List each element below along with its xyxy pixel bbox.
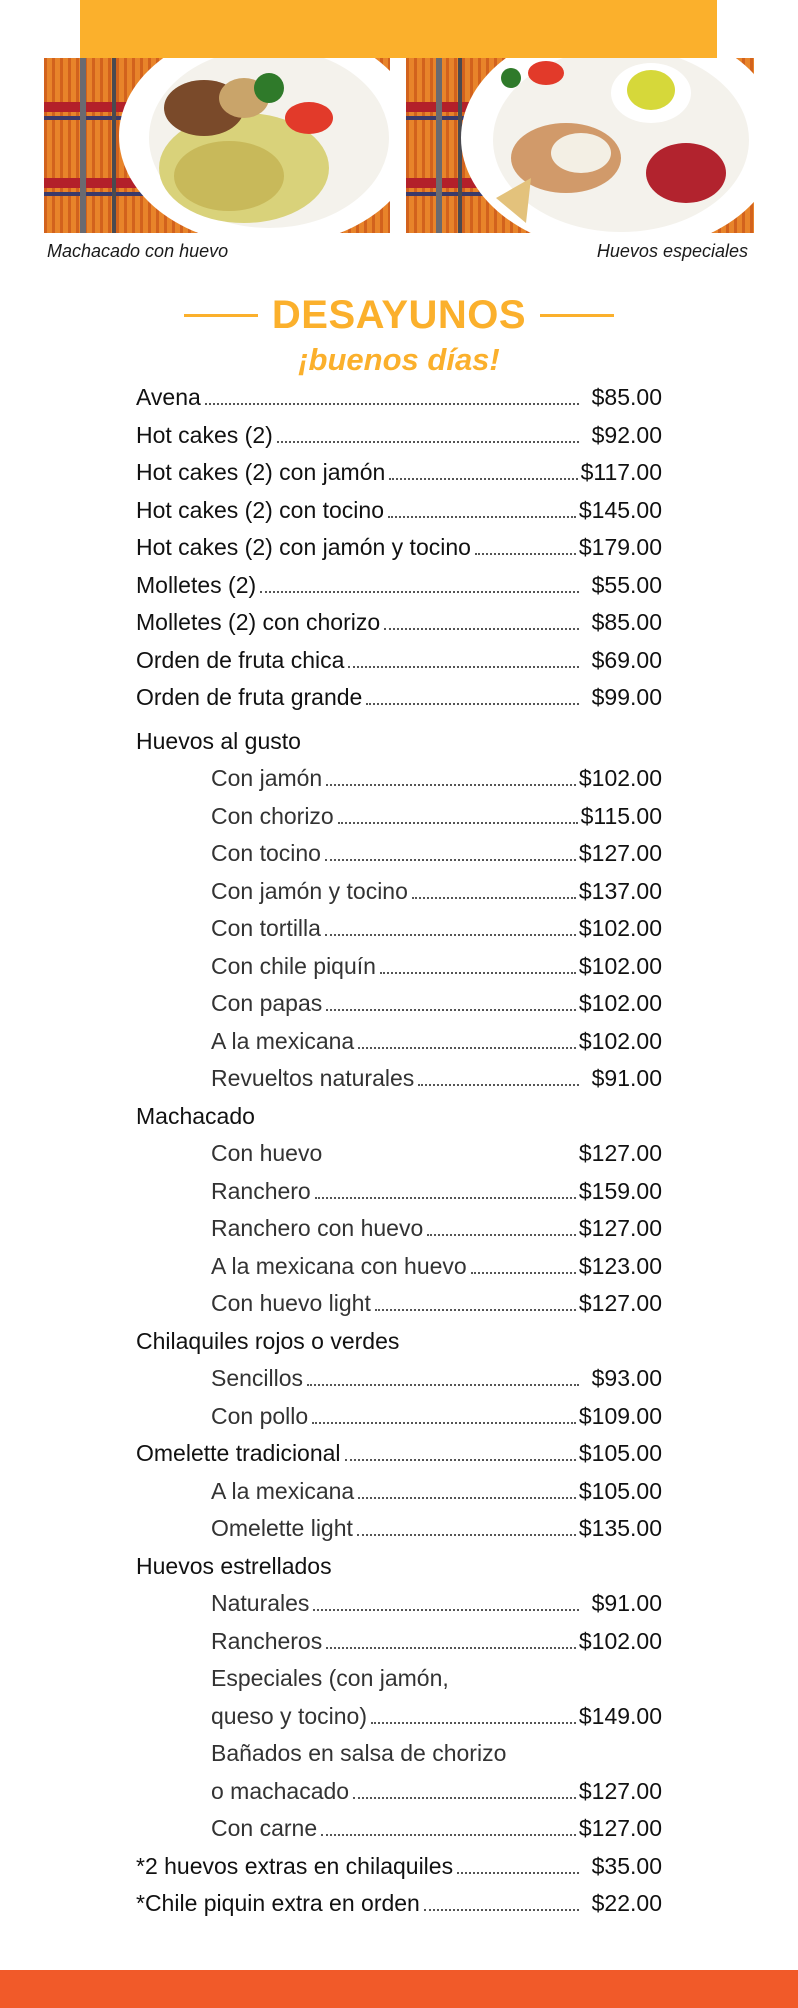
menu-item [136, 1023, 662, 1061]
menu-item-price: $159.00 [578, 1177, 662, 1204]
menu-item-price: $91.00 [591, 1590, 662, 1616]
menu-item [136, 417, 662, 455]
menu-item-price: $127.00 [578, 1215, 662, 1241]
menu-item-price: $127.00 [578, 840, 662, 866]
menu-category-title: Chilaquiles rojos o verdes [136, 1327, 400, 1354]
menu-item [136, 1473, 662, 1511]
section-heading [0, 293, 798, 338]
menu-item-label: A la mexicana [211, 1027, 355, 1054]
menu-item [136, 679, 662, 717]
photo-machacado [44, 58, 390, 233]
menu-item [136, 379, 662, 417]
menu-item-label: Con chile piquín [211, 952, 376, 979]
menu-item [136, 529, 662, 567]
menu-item-price: $69.00 [591, 646, 662, 673]
menu-item-price: $102.00 [578, 1027, 662, 1054]
menu-item-label: Avena [136, 384, 201, 410]
menu-item-price: $115.00 [580, 802, 662, 829]
menu-extra-price: $22.00 [591, 1890, 662, 1916]
menu-item-label: Ranchero con huevo [211, 1215, 424, 1241]
menu-category-machacado [136, 1098, 662, 1136]
menu-item-price: $127.00 [578, 1140, 662, 1166]
menu-item-label: Especiales (con jamón, [211, 1665, 449, 1691]
menu-item [136, 910, 662, 948]
menu-item [136, 1135, 662, 1173]
menu-item [136, 1810, 662, 1848]
menu-item-label: Con pollo [211, 1402, 309, 1429]
title-right-rule [540, 314, 614, 317]
menu-item-price: $137.00 [578, 877, 662, 904]
menu-item-label: A la mexicana [211, 1477, 355, 1504]
menu-item-label: Orden de fruta grande [136, 684, 363, 710]
menu-category-title: Omelette tradicional [136, 1440, 341, 1466]
menu-item-price: $149.00 [578, 1702, 662, 1729]
menu-item-label: Con huevo [211, 1140, 323, 1166]
menu-item-label-line [136, 1735, 662, 1773]
menu-item [136, 948, 662, 986]
menu-item-price: $85.00 [591, 384, 662, 410]
menu-item-label: Con jamón y tocino [211, 877, 408, 904]
menu-item-label-line [136, 1660, 662, 1698]
menu-item [136, 835, 662, 873]
menu-item [136, 985, 662, 1023]
photo-caption-machacado: Machacado con huevo [47, 241, 229, 261]
page-title: DESAYUNOS [271, 293, 527, 337]
menu-item-price: $102.00 [578, 990, 662, 1016]
menu-item-price: $92.00 [591, 421, 662, 448]
menu-item [136, 1398, 662, 1436]
menu-item [136, 1210, 662, 1248]
menu-item-label: Con tocino [211, 840, 321, 866]
menu-item [136, 1698, 662, 1736]
menu-item-label: queso y tocino) [211, 1702, 367, 1729]
menu-item-label: A la mexicana con huevo [211, 1252, 467, 1279]
menu-item-label: Sencillos [211, 1365, 304, 1391]
menu-item [136, 567, 662, 605]
menu-item-price: $102.00 [578, 952, 662, 979]
menu-item-price: $145.00 [578, 496, 662, 523]
menu-item-label: Naturales [211, 1590, 310, 1616]
menu-item-label: Revueltos naturales [211, 1065, 415, 1091]
menu-item [136, 492, 662, 530]
menu-item [136, 873, 662, 911]
menu-category-title: Huevos estrellados [136, 1552, 332, 1579]
menu-extra [136, 1848, 662, 1886]
menu-extra-label: *Chile piquin extra en orden [136, 1890, 420, 1916]
menu-item [136, 1510, 662, 1548]
bottom-color-band [0, 1970, 798, 2008]
photo-huevos-especiales [406, 58, 754, 233]
menu-item-price: $105.00 [578, 1477, 662, 1504]
breakfast-plate-huevos-icon [406, 58, 754, 233]
menu-item-label: o machacado [211, 1777, 350, 1804]
breakfast-plate-machacado-icon [44, 58, 390, 233]
menu-category-chilaquiles [136, 1323, 662, 1361]
menu-item-label: Con chorizo [211, 802, 334, 829]
menu-item [136, 604, 662, 642]
menu-item [136, 454, 662, 492]
menu-item-price: $117.00 [580, 459, 662, 485]
menu-item [136, 1585, 662, 1623]
title-left-rule [184, 314, 258, 317]
menu-item-label: Rancheros [211, 1627, 323, 1654]
menu-item-price: $102.00 [578, 915, 662, 941]
menu-item [136, 1173, 662, 1211]
menu-item-label: Hot cakes (2) con jamón [136, 459, 386, 485]
menu-item-price: $123.00 [578, 1252, 662, 1279]
menu-item-label: Bañados en salsa de chorizo [211, 1740, 507, 1766]
menu-category-huevos-al-gusto [136, 723, 662, 761]
menu-item-label: Con papas [211, 990, 323, 1016]
menu-item-price: $127.00 [578, 1777, 662, 1804]
menu-item-label: Con huevo light [211, 1290, 371, 1316]
menu-item-price: $55.00 [591, 571, 662, 598]
menu-item-price: $85.00 [591, 609, 662, 635]
top-color-band [80, 0, 717, 58]
menu-extra [136, 1885, 662, 1923]
menu-item-price: $109.00 [578, 1402, 662, 1429]
menu-extra-price: $35.00 [591, 1852, 662, 1879]
menu-extra-label: *2 huevos extras en chilaquiles [136, 1852, 454, 1879]
photo-caption-huevos: Huevos especiales [596, 241, 748, 261]
menu-item [136, 1285, 662, 1323]
menu-item-label: Molletes (2) con chorizo [136, 609, 381, 635]
menu-item-price: $127.00 [578, 1290, 662, 1316]
menu-item [136, 1248, 662, 1286]
menu-item-price: $93.00 [591, 1365, 662, 1391]
menu-item-price: $127.00 [578, 1815, 662, 1841]
menu-item [136, 760, 662, 798]
menu-category-title: Huevos al gusto [136, 727, 301, 754]
menu-item-label: Hot cakes (2) [136, 421, 273, 448]
menu-item-label: Con tortilla [211, 915, 321, 941]
menu-item-price: $179.00 [578, 534, 662, 560]
menu-item [136, 1773, 662, 1811]
menu-category-title: Machacado [136, 1102, 255, 1129]
menu-item-price: $91.00 [591, 1065, 662, 1091]
menu-item [136, 642, 662, 680]
menu-item-label: Ranchero [211, 1177, 311, 1204]
menu-item-label: Hot cakes (2) con tocino [136, 496, 385, 523]
menu-item [136, 1360, 662, 1398]
menu-item [136, 1623, 662, 1661]
menu-item-label: Con jamón [211, 765, 323, 791]
menu-item-price: $135.00 [578, 1515, 662, 1541]
menu-item-label: Omelette light [211, 1515, 353, 1541]
menu-item-label: Molletes (2) [136, 571, 257, 598]
menu-item-price: $102.00 [578, 765, 662, 791]
breakfast-menu [136, 379, 662, 1923]
menu-category-huevos-estrellados [136, 1548, 662, 1586]
menu-item [136, 798, 662, 836]
menu-item-price: $105.00 [578, 1440, 662, 1466]
menu-item-label: Con carne [211, 1815, 318, 1841]
page-subtitle: ¡buenos días! [298, 342, 500, 377]
menu-item [136, 1060, 662, 1098]
menu-item-label: Orden de fruta chica [136, 646, 345, 673]
menu-category-omelette [136, 1435, 662, 1473]
menu-item-price: $99.00 [591, 684, 662, 710]
menu-item-label: Hot cakes (2) con jamón y tocino [136, 534, 471, 560]
menu-item-price: $102.00 [578, 1627, 662, 1654]
